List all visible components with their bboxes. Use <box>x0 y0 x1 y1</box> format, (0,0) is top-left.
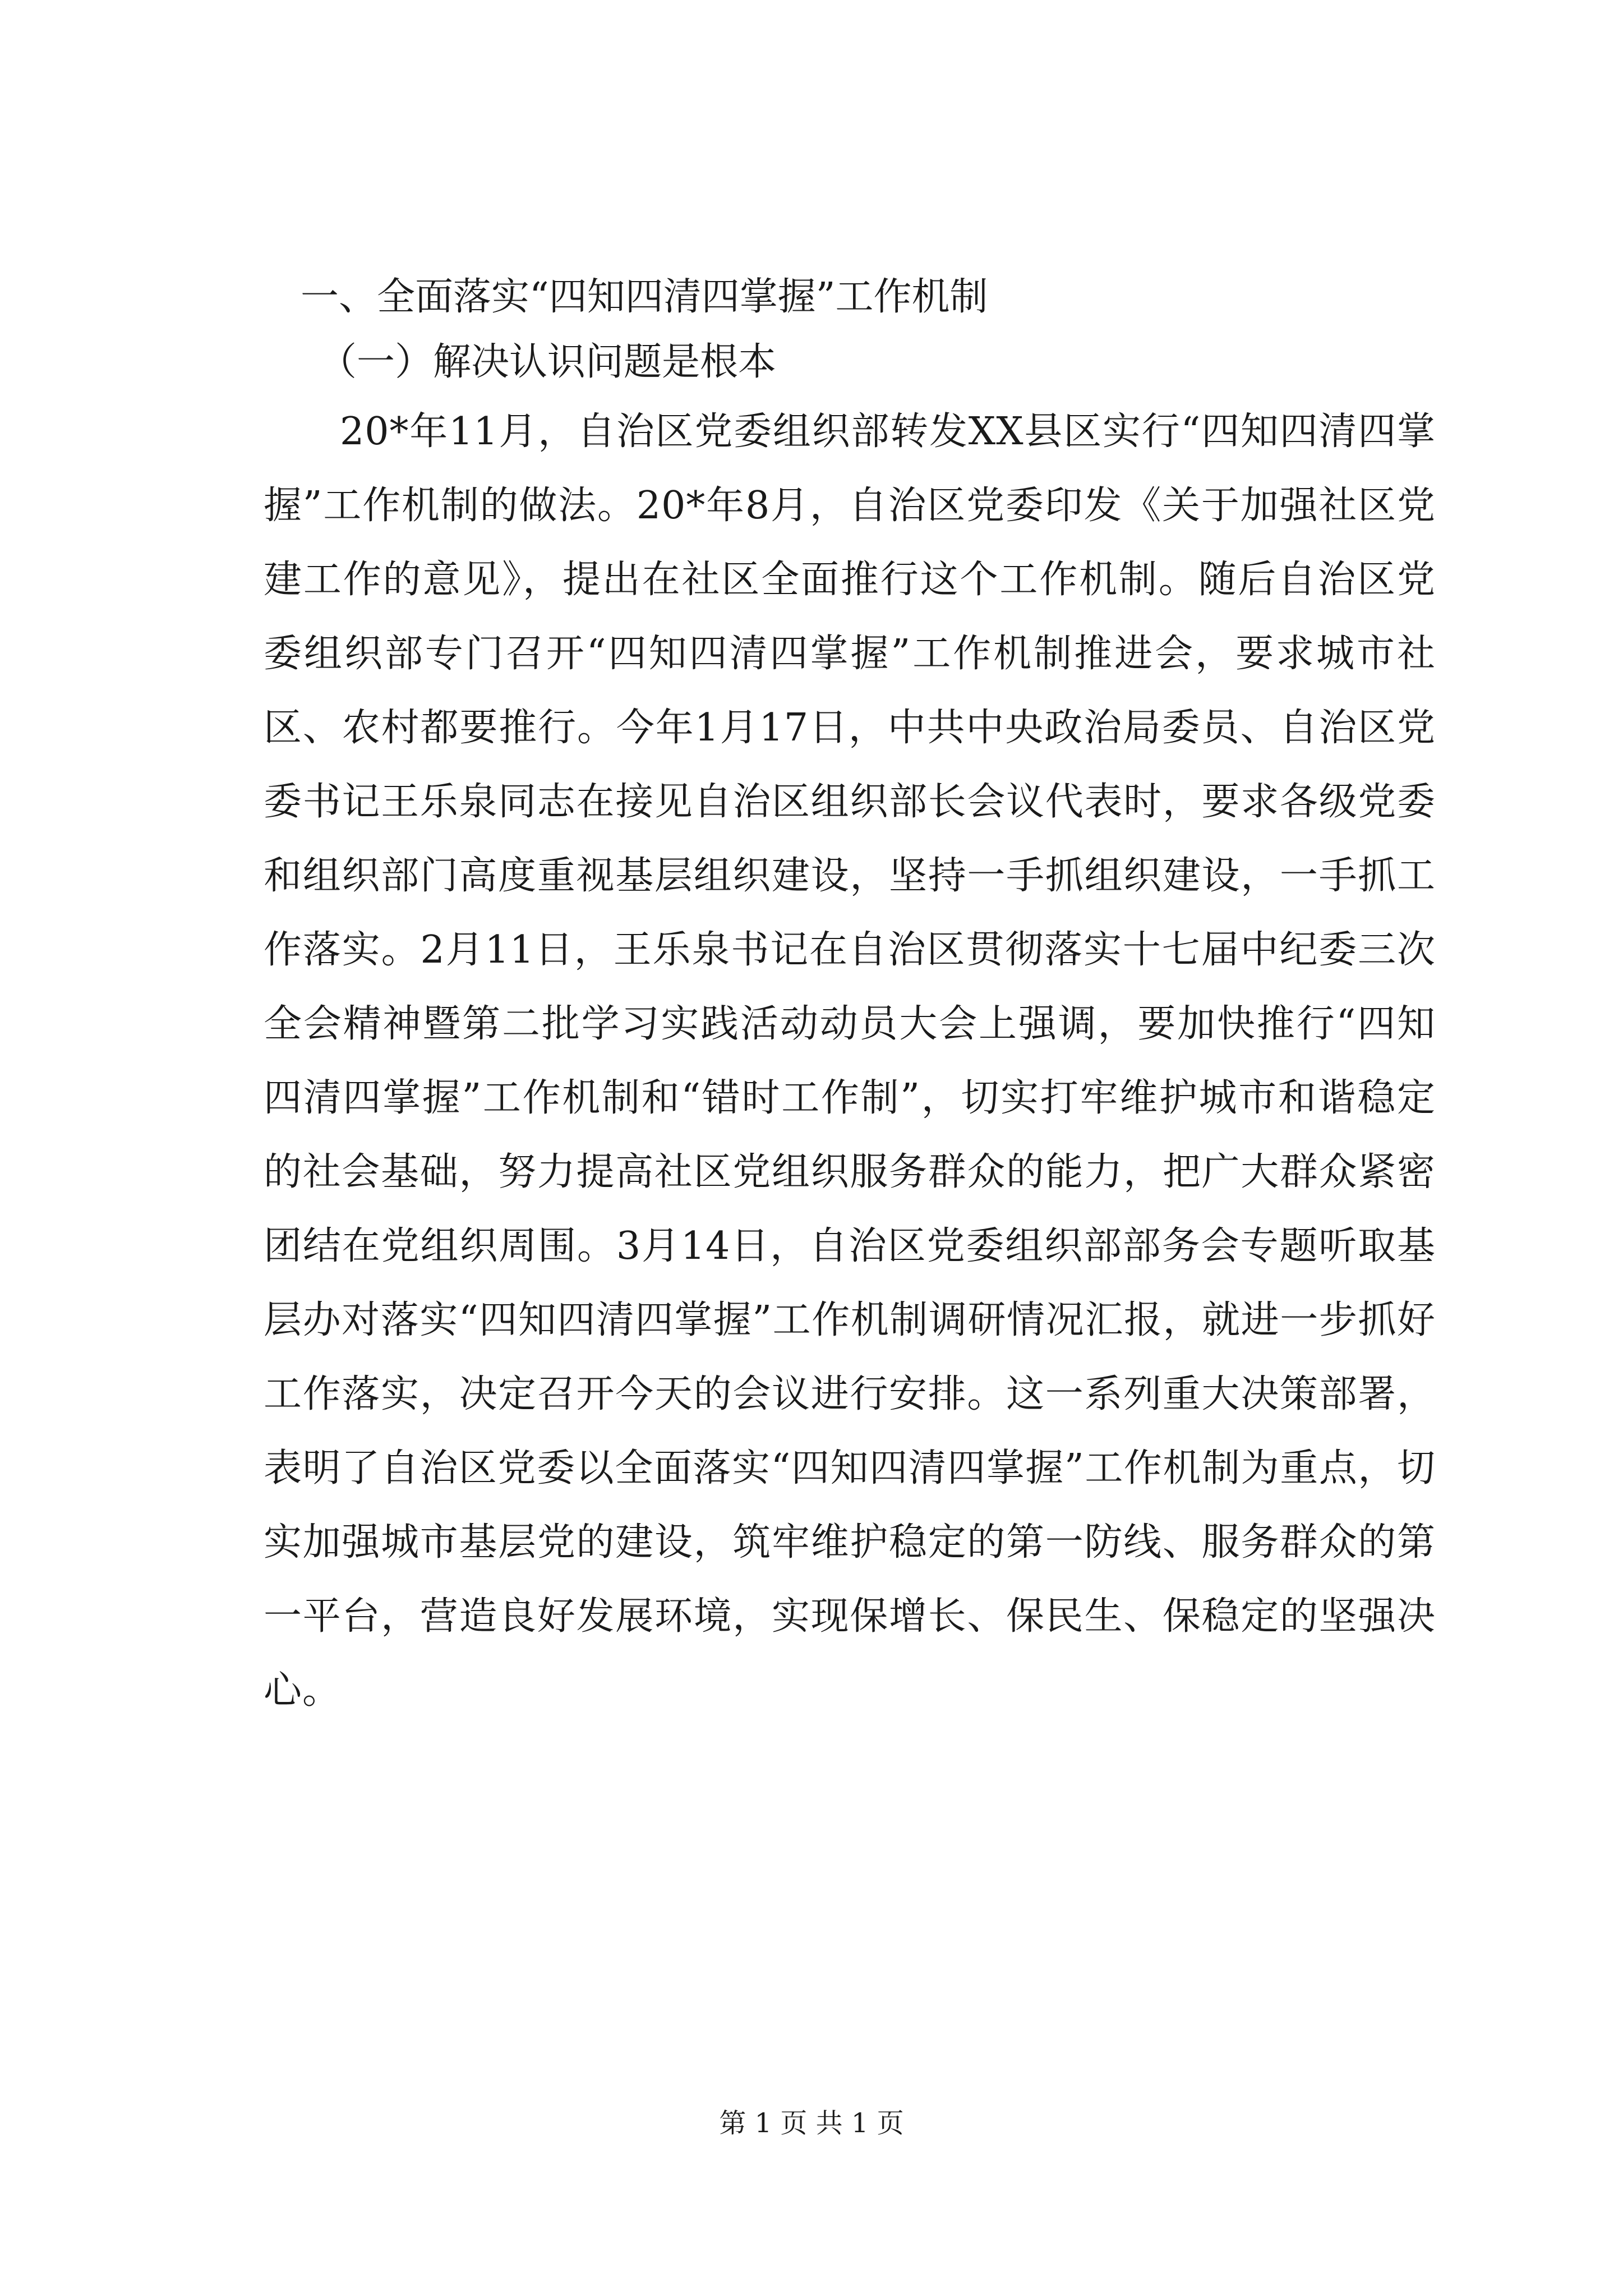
section-heading: 一、全面落实“四知四清四掌握”工作机制 <box>301 275 988 319</box>
subsection-heading: （一）解决认识问题是根本 <box>319 340 777 384</box>
page-footer: 第 1 页 共 1 页 <box>719 2108 904 2139</box>
body-paragraph: 20*年11月，自治区党委组织部转发XX县区实行“四知四清四掌握”工作机制的做法。20*年8月，自治区党委印发《关于加强社区党建工作的意见》，提出在社区全面推行这个工作机制。随后自治区党委组织部专门召开“四知四清四掌握”工作机制推进会，要求城市社区、农村都要推行。今年1月17日，中共中央政治局委员、自治区党委书记王乐泉同志在接见自治区组织部长会议代表时，要求各级党委和组织部门高度重视基层组织建设，坚持一手抓组织建设，一手抓工作落实。2月11日，王乐泉书记在自治区贯彻落实十七届中纪委三次全会精神暨第二批学习实践活动动员大会上强调，要加快推行“四知四清四掌握”工作机制和“错时工作制”，切实打牢维护城市和谐稳定的社会基础，努力提高社区党组织服务群众的能力，把广大群众紧密团结在党组织周围。3月14日，自治区党委组织部部务会专题听取基层办对落实“四知四清四掌握”工作机制调研情况汇报，就进一步抓好工作落实，决定召开今天的会议进行安排。这一系列重大决策部署，表明了自治区党委以全面落实“四知四清四掌握”工作机制为重点，切实加强城市基层党的建设，筑牢维护稳定的第一防线、服务群众的第一平台，营造良好发展环境，实现保增长、保民生、保稳定的坚强决心。 <box>264 409 1436 1713</box>
document-body <box>264 265 1436 1728</box>
